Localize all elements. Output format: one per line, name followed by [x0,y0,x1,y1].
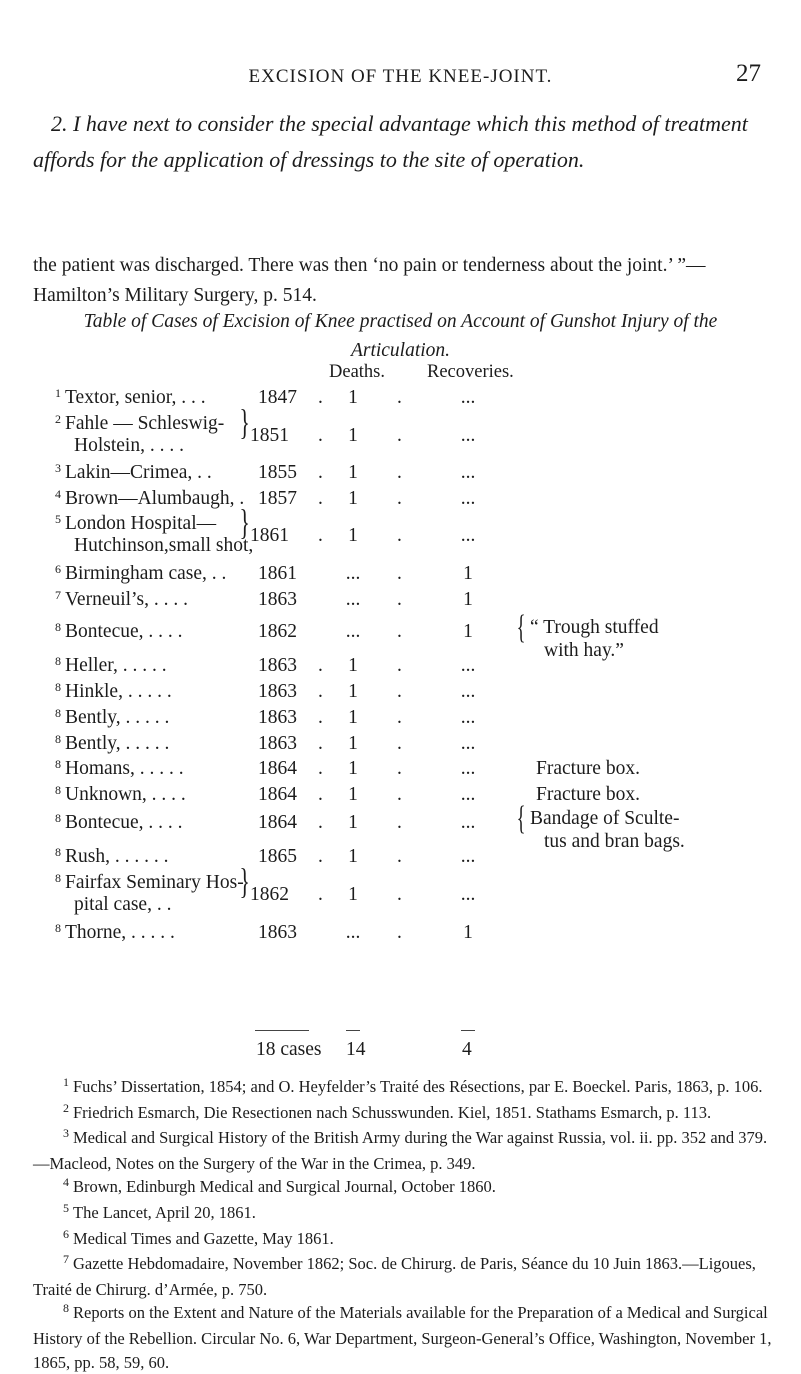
case-year: 1863 [258,589,297,610]
recoveries-value: ... [460,525,476,546]
case-note: Bandage of Sculte- [530,808,680,829]
leader-dot: . [397,563,402,584]
case-year: 1857 [258,488,297,509]
deaths-value: 1 [348,387,358,408]
leader-dot: . [397,589,402,610]
table-row [0,846,801,874]
table-row [0,609,801,661]
total-cases: 18 cases [256,1039,322,1060]
footnote-number: 1 [63,1075,69,1089]
case-name-text: Rush, . . . . . . [65,846,169,867]
deaths-value: 1 [348,812,358,833]
deaths-value: 1 [348,884,358,905]
footnote-ref: 6 [55,562,61,576]
page-number: 27 [736,60,761,87]
leader-dot: . [318,812,323,833]
recoveries-value: ... [460,488,476,509]
leader-dot: . [397,758,402,779]
table-row [0,488,801,516]
leader-dot: . [318,425,323,446]
footnote-text: Fuchs’ Dissertation, 1854; and O. Heyfelder’s Traité des Résections, par E. Boeckel. Paris, 1863, p. 106. [73,1077,763,1096]
leader-dot: . [397,655,402,676]
table-row [0,655,801,683]
table-row [0,502,801,556]
case-year: 1855 [258,462,297,483]
case-year: 1862 [258,621,297,642]
footnote-ref: 7 [55,588,61,602]
case-name [55,462,212,485]
leader-dot: . [397,488,402,509]
case-year: 1851 [250,425,289,446]
recoveries-value: ... [460,733,476,754]
case-name [55,387,206,410]
deaths-value: ... [345,922,361,943]
deaths-value: 1 [348,488,358,509]
case-name-text: Thorne, . . . . . [65,922,175,943]
case-name-text: Homans, . . . . . [65,758,184,779]
leader-dot: . [318,681,323,702]
footnote-number: 6 [63,1226,69,1241]
case-name [55,413,224,436]
deaths-value: 1 [348,525,358,546]
table-row [0,563,801,591]
case-name-text: Unknown, . . . . [65,784,186,805]
table-row [0,922,801,950]
case-year: 1863 [258,681,297,702]
case-name-text: Bently, . . . . . [65,707,170,728]
section-heading: 2. I have next to consider the special advantage which this method of treatment affords for the application of dressings to the site of operation. [33,111,748,172]
deaths-sum-rule [346,1030,360,1031]
footnote [33,1227,773,1253]
footnote-text: Brown, Edinburgh Medical and Surgical Journal, October 1860. [73,1177,496,1197]
footnote-ref: 5 [55,512,61,526]
table-row [0,589,801,617]
recoveries-value: ... [460,784,476,805]
case-name [55,563,226,586]
leader-dot: . [318,488,323,509]
leader-dot: . [318,525,323,546]
leader-dot: . [318,846,323,867]
footnote [33,1126,773,1175]
footnote-ref: 3 [55,461,61,475]
deaths-value: 1 [348,462,358,483]
footnote-number: 5 [63,1200,69,1215]
leader-dot: . [397,462,402,483]
case-note: “ Trough stuffed [530,617,659,638]
deaths-value: 1 [348,655,358,676]
case-name [55,589,188,612]
table-row [0,784,801,812]
recoveries-value: 1 [463,563,473,584]
table-row [0,462,801,490]
case-note-continued: with hay.” [544,640,624,661]
case-name-text: Fahle — Schleswig- [65,413,225,434]
footnote [33,1201,773,1227]
footnote-ref: 8 [55,757,61,771]
deaths-value: ... [345,621,361,642]
case-name-text: Hinkle, . . . . . [65,681,172,702]
footnote-ref: 8 [55,811,61,825]
case-year: 1865 [258,846,297,867]
deaths-value: 1 [348,758,358,779]
deaths-value: ... [345,589,361,610]
case-name-text: Textor, senior, . . . [65,387,206,408]
leader-dot: . [397,707,402,728]
recoveries-value: 1 [463,621,473,642]
deaths-value: 1 [348,707,358,728]
leader-dot: . [318,387,323,408]
footnote-ref: 8 [55,654,61,668]
footnote-ref: 1 [55,386,61,400]
recoveries-value: ... [460,387,476,408]
recoveries-value: ... [460,707,476,728]
case-name-text: Heller, . . . . . [65,655,167,676]
leader-dot: . [397,846,402,867]
leader-dot: . [397,733,402,754]
case-name-text: Brown—Alumbaugh, . [65,488,245,509]
recoveries-sum-rule [461,1030,475,1031]
running-head: EXCISION OF THE KNEE-JOINT. [248,66,553,87]
footnote-ref: 8 [55,871,61,885]
case-name [55,707,169,730]
footnote-text: Friedrich Esmarch, Die Resectionen nach Schusswunden. Kiel, 1851. Stathams Esmarch, p. 113. [73,1102,712,1122]
footnote-text: The Lancet, April 20, 1861. [73,1202,256,1222]
footnote-ref: 8 [55,732,61,746]
leader-dot: . [397,621,402,642]
case-year: 1864 [258,784,297,805]
leader-dot: . [318,707,323,728]
case-name [55,733,169,756]
case-year: 1864 [258,758,297,779]
case-name-text: Verneuil’s, . . . . [65,589,188,610]
case-note: Fracture box. [536,758,640,779]
footnote-number: 3 [63,1126,69,1141]
table-row [0,800,801,852]
table-row [0,758,801,786]
footnote-ref: 8 [55,845,61,859]
deaths-value: 1 [348,733,358,754]
deaths-column-header: Deaths. [329,362,385,382]
footnote-text: Medical and Surgical History of the British Army during the War against Russia, vol. ii. pp. 352 and 379.—Macleod, Notes on the Surgery of the War in the Crimea, p. 349. [33,1128,768,1173]
recoveries-value: ... [460,681,476,702]
footnote-text: Gazette Hebdomadaire, November 1862; Soc. de Chirurg. de Paris, Séance du 10 Juin 1863.—Ligoues, Traité de Chirurg. d’Armée, p. 750. [33,1254,756,1299]
leader-dot: . [318,733,323,754]
footnote-number: 4 [63,1175,69,1190]
deaths-value: 1 [348,846,358,867]
leader-dot: . [397,922,402,943]
case-name [55,812,183,835]
footnote-ref: 2 [55,412,61,426]
case-name-text: Birmingham case, . . [65,563,227,584]
leader-dot: . [318,784,323,805]
table-row [0,733,801,761]
deaths-value: 1 [348,784,358,805]
leader-dot: . [397,884,402,905]
left-brace: { [516,800,526,837]
footnote [33,1252,773,1301]
table-row [0,861,801,915]
table-row [0,707,801,735]
footnote-number: 8 [63,1301,69,1316]
case-name [55,488,244,511]
recoveries-column-header: Recoveries. [427,362,514,382]
case-year: 1862 [250,884,289,905]
footnote-text: Medical Times and Gazette, May 1861. [73,1228,334,1248]
footnote-ref: 8 [55,706,61,720]
leader-dot: . [397,812,402,833]
case-year: 1863 [258,922,297,943]
footnote [33,1101,773,1127]
case-name-text: London Hospital— [65,513,217,534]
case-name-text: Bontecue, . . . . [65,812,183,833]
recoveries-value: 1 [463,589,473,610]
case-name [55,681,172,704]
case-name-continued: Holstein, . . . . [74,435,184,456]
right-brace: } [239,402,250,442]
case-name-text: Bontecue, . . . . [65,621,183,642]
footnote [33,1301,773,1374]
case-name [55,513,216,536]
case-year: 1864 [258,812,297,833]
footnote-text: Reports on the Extent and Nature of the Materials available for the Preparation of a Medical and Surgical History of the Rebellion. Circular No. 6, War Department, Surgeon-General’s Office, Washington, November 1, 1865, pp. 58, 59, 60. [33,1303,772,1372]
case-year: 1863 [258,655,297,676]
year-sum-rule [255,1030,309,1031]
leader-dot: . [318,462,323,483]
case-name [55,758,184,781]
case-year: 1847 [258,387,297,408]
case-year: 1863 [258,707,297,728]
case-name [55,922,175,945]
right-brace: } [239,861,250,901]
recoveries-value: ... [460,884,476,905]
leader-dot: . [397,681,402,702]
recoveries-value: 1 [463,922,473,943]
case-name-text: Bently, . . . . . [65,733,170,754]
footnote-ref: 8 [55,783,61,797]
case-note-continued: tus and bran bags. [544,831,685,852]
case-year: 1861 [258,563,297,584]
deaths-value: 1 [348,681,358,702]
case-name-continued: Hutchinson,small shot, [74,535,254,556]
case-name [55,872,244,895]
leader-dot: . [397,425,402,446]
case-name-continued: pital case, . . [74,894,172,915]
recoveries-value: ... [460,846,476,867]
footnote-ref: 8 [55,680,61,694]
table-row [0,402,801,456]
case-name-text: Lakin—Crimea, . . [65,462,212,483]
case-name [55,621,183,644]
case-name-text: Fairfax Seminary Hos- [65,872,244,893]
left-brace: { [516,609,526,646]
right-brace: } [239,502,250,542]
case-year: 1861 [250,525,289,546]
case-name [55,655,167,678]
leader-dot: . [318,655,323,676]
footnote-ref: 4 [55,487,61,501]
deaths-value: 1 [348,425,358,446]
table-row [0,681,801,709]
footnotes [33,1075,773,1374]
table-title: Table of Cases of Excision of Knee practised on Account of Gunshot Injury of the Articulation. [83,311,718,361]
leader-dot: . [318,884,323,905]
quote-paragraph: the patient was discharged. There was then ‘no pain or tenderness about the joint.’ ”—Hamilton’s Military Surgery, p. 514. [33,255,706,306]
recoveries-value: ... [460,655,476,676]
total-deaths: 14 [346,1039,366,1060]
deaths-value: ... [345,563,361,584]
leader-dot: . [397,784,402,805]
case-year: 1863 [258,733,297,754]
leader-dot: . [397,525,402,546]
footnote-ref: 8 [55,620,61,634]
recoveries-value: ... [460,812,476,833]
footnote [33,1075,773,1101]
footnote-number: 7 [63,1252,69,1267]
case-name [55,846,168,869]
recoveries-value: ... [460,758,476,779]
table-row [0,387,801,415]
footnote-number: 2 [63,1100,69,1115]
footnote [33,1175,773,1201]
leader-dot: . [397,387,402,408]
leader-dot: . [318,758,323,779]
case-name [55,784,186,807]
total-recoveries: 4 [462,1039,472,1060]
case-note: Fracture box. [536,784,640,805]
footnote-ref: 8 [55,921,61,935]
recoveries-value: ... [460,425,476,446]
recoveries-value: ... [460,462,476,483]
